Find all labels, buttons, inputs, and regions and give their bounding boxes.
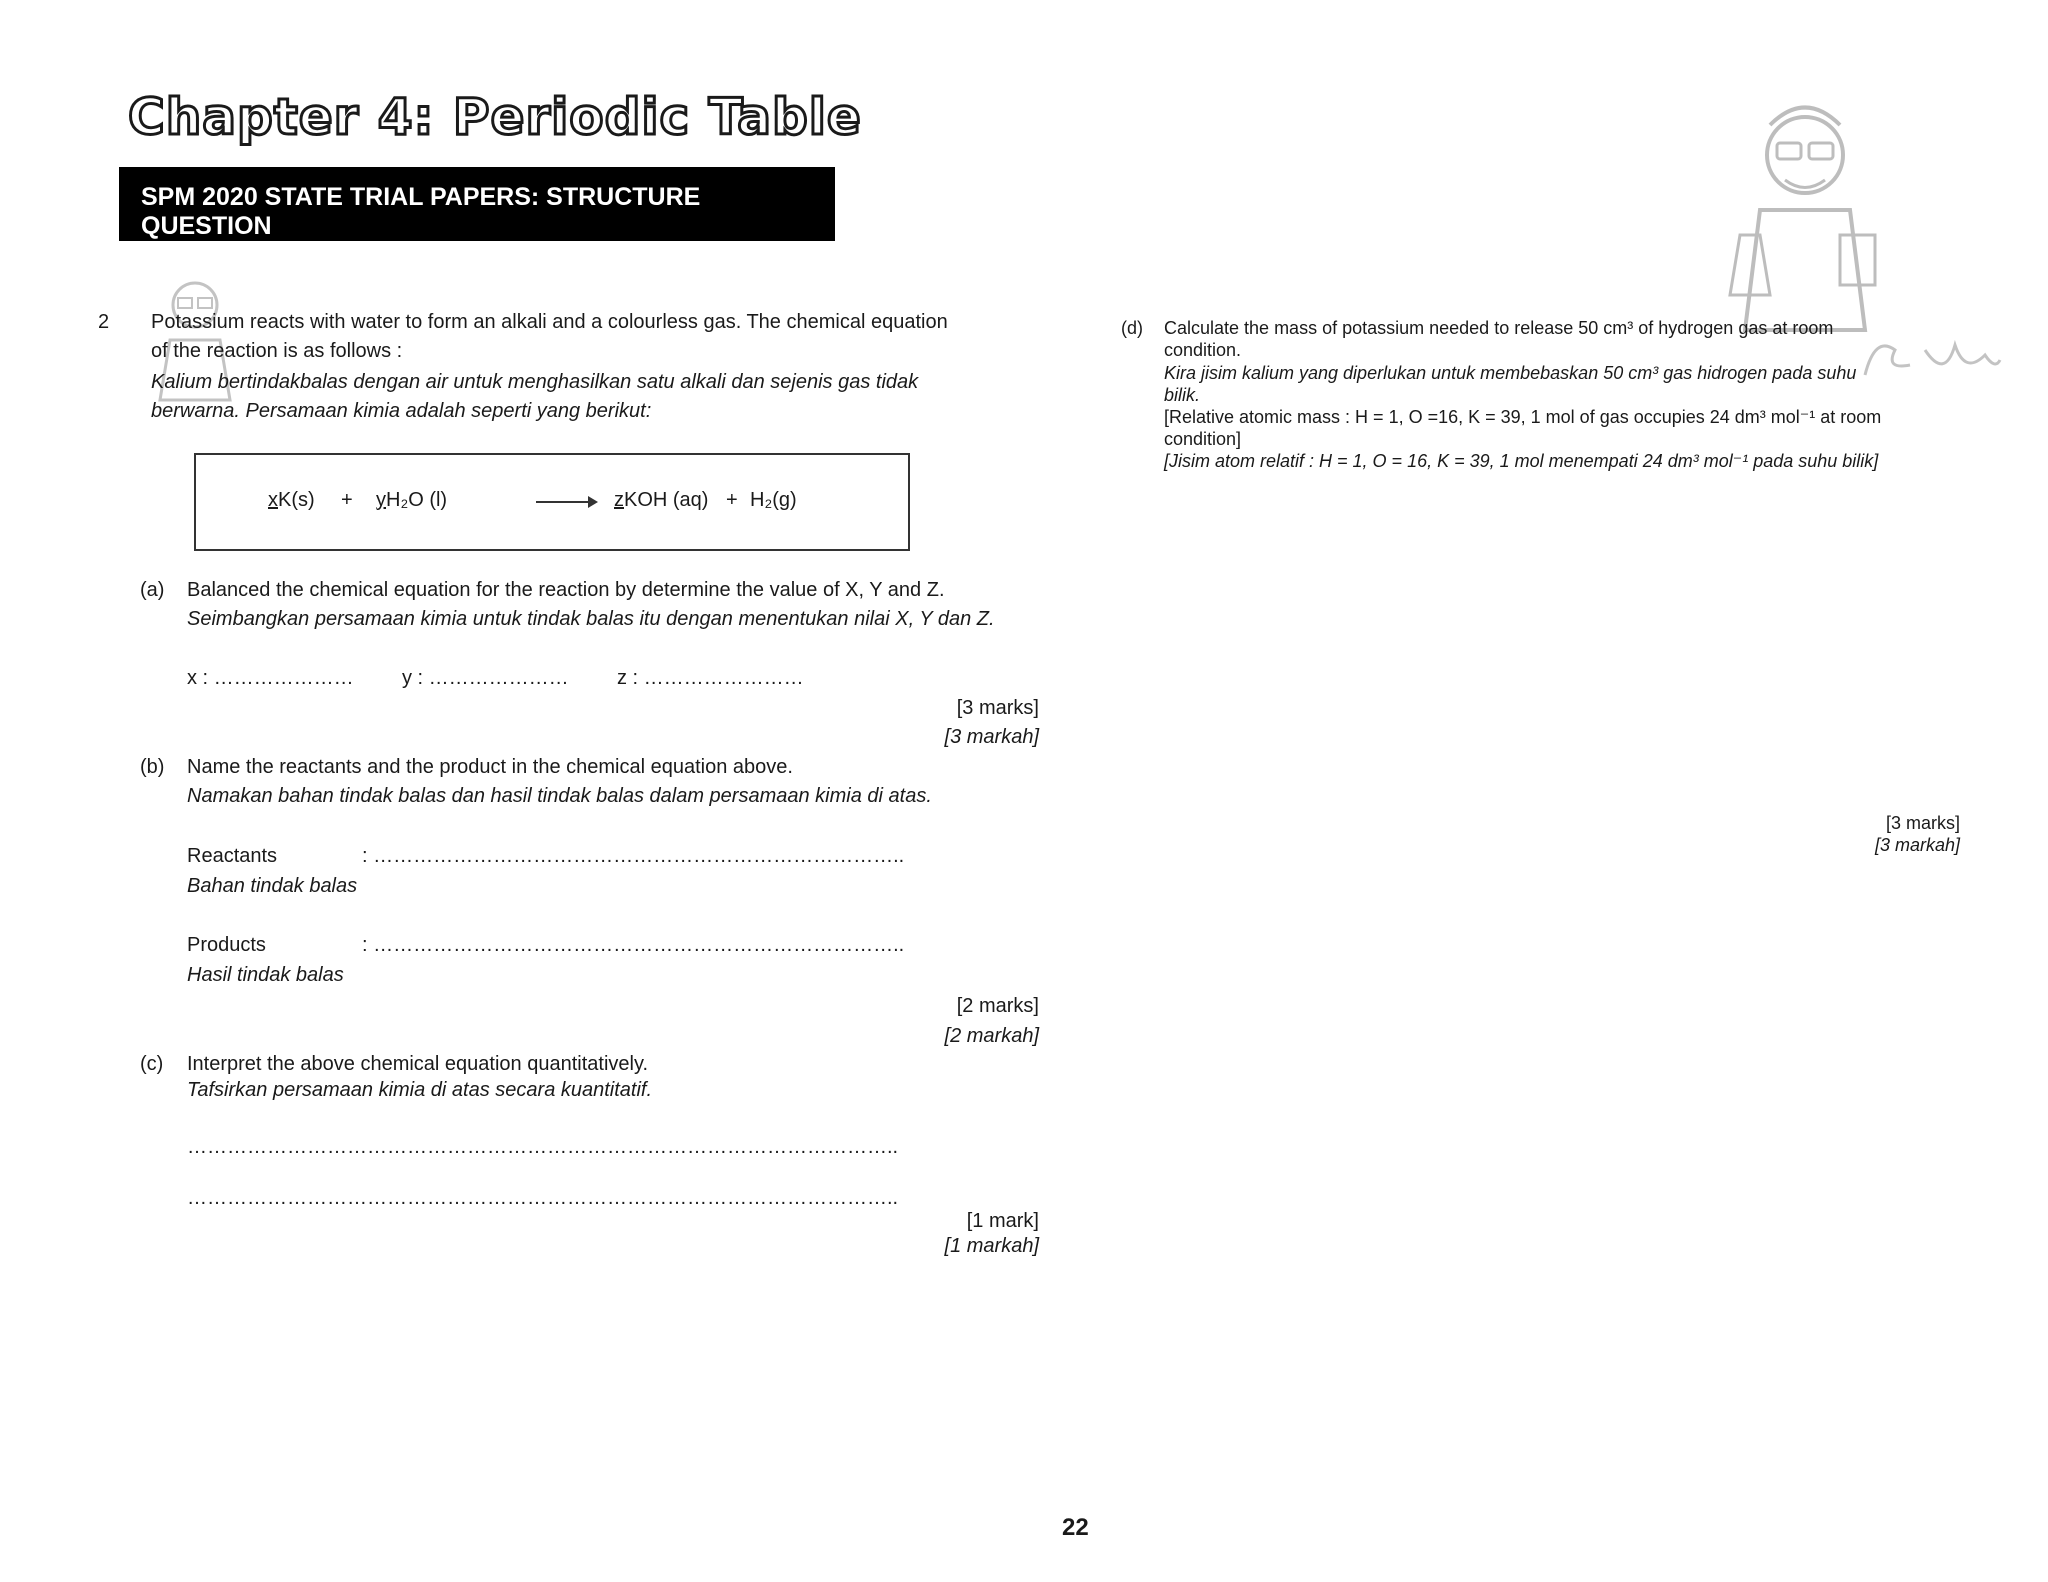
part-b-markah: [2 markah] [944,1025,1039,1047]
relative-atomic-mass-ms: [Jisim atom relatif : H = 1, O = 16, K = 39, 1 mol menempati 24 dm³ mol⁻¹ pada suhu bilik] [1164,451,1879,471]
mascot-watermark-large [1725,85,1885,335]
question-intro-ms-line2: berwarna. Persamaan kimia adalah seperti yang berikut: [151,400,652,422]
part-c-label: (c) [140,1053,164,1075]
part-c-answer-line1[interactable]: …………………………………………………………………………………………….. [187,1136,899,1158]
question-number: 2 [98,311,110,333]
product-koh: zKOH (aq) [614,489,709,511]
relative-atomic-mass-line1: [Relative atomic mass : H = 1, O =16, K = 39, 1 mol of gas occupies 24 dm³ mol⁻¹ at room [1164,407,1882,427]
section-banner: SPM 2020 STATE TRIAL PAPERS: STRUCTURE QUESTION [119,167,835,241]
products-label-ms: Hasil tindak balas [187,964,344,986]
question-intro-en-line1: Potassium reacts with water to form an alkali and a colourless gas. The chemical equation [151,311,948,333]
part-a-question-en: Balanced the chemical equation for the reaction by determine the value of X, Y and Z. [187,579,945,601]
reactants-answer-field[interactable]: : …………………………………………………………………….. [362,845,905,867]
part-d-question-ms-line1: Kira jisim kalium yang diperlukan untuk membebaskan 50 cm³ gas hidrogen pada suhu [1164,363,1857,383]
part-d-question-en-line1: Calculate the mass of potassium needed to release 50 cm³ of hydrogen gas at room [1164,318,1834,338]
reactants-label-ms: Bahan tindak balas [187,875,358,897]
part-d-question-ms-line2: bilik. [1164,385,1201,405]
part-c-question-en: Interpret the above chemical equation quantitatively. [187,1053,649,1075]
part-b-label: (b) [140,756,165,778]
part-c-question-ms: Tafsirkan persamaan kimia di atas secara kuantitatif. [187,1079,653,1101]
part-d-markah: [3 markah] [1874,835,1960,855]
question-intro-ms-line1: Kalium bertindakbalas dengan air untuk menghasilkan satu alkali dan sejenis gas tidak [151,371,919,393]
chapter-title: Chapter 4: Periodic Table [128,88,862,146]
part-d-label: (d) [1121,318,1143,338]
part-c-answer-line2[interactable]: …………………………………………………………………………………………….. [187,1187,899,1209]
relative-atomic-mass-line2: condition] [1164,429,1242,449]
part-a-markah: [3 markah] [944,726,1039,748]
answer-z-field[interactable]: z : …………………… [617,667,804,689]
part-b-question-ms: Namakan bahan tindak balas dan hasil tindak balas dalam persamaan kimia di atas. [187,785,932,807]
answer-x-field[interactable]: x : ………………… [187,667,354,689]
reactant-potassium: xK(s) [268,489,315,511]
reactant-water: yH₂O (l) [376,489,448,511]
part-a-label: (a) [140,579,165,601]
answer-y-field[interactable]: y : ………………… [402,667,569,689]
products-answer-field[interactable]: : …………………………………………………………………….. [362,934,905,956]
chemical-equation-box [194,453,910,551]
products-label: Products [187,934,266,956]
reaction-arrow-icon [536,501,596,503]
part-a-question-ms: Seimbangkan persamaan kimia untuk tindak balas itu dengan menentukan nilai X, Y dan Z. [187,608,995,630]
part-a-marks: [3 marks] [956,697,1039,719]
part-b-question-en: Name the reactants and the product in the chemical equation above. [187,756,793,778]
part-b-marks: [2 marks] [956,995,1039,1017]
part-d-question-en-line2: condition. [1164,340,1242,360]
part-c-markah: [1 markah] [944,1235,1039,1257]
product-hydrogen: H₂(g) [750,489,797,511]
page-number: 22 [1062,1514,1089,1541]
question-intro-en-line2: of the reaction is as follows : [151,340,403,362]
signature-watermark [1855,330,2005,390]
part-c-marks: [1 mark] [966,1210,1039,1232]
part-d-marks: [3 marks] [1885,813,1960,833]
reactants-label: Reactants [187,845,278,867]
plus-sign: + [341,489,353,511]
plus-sign: + [726,489,738,511]
